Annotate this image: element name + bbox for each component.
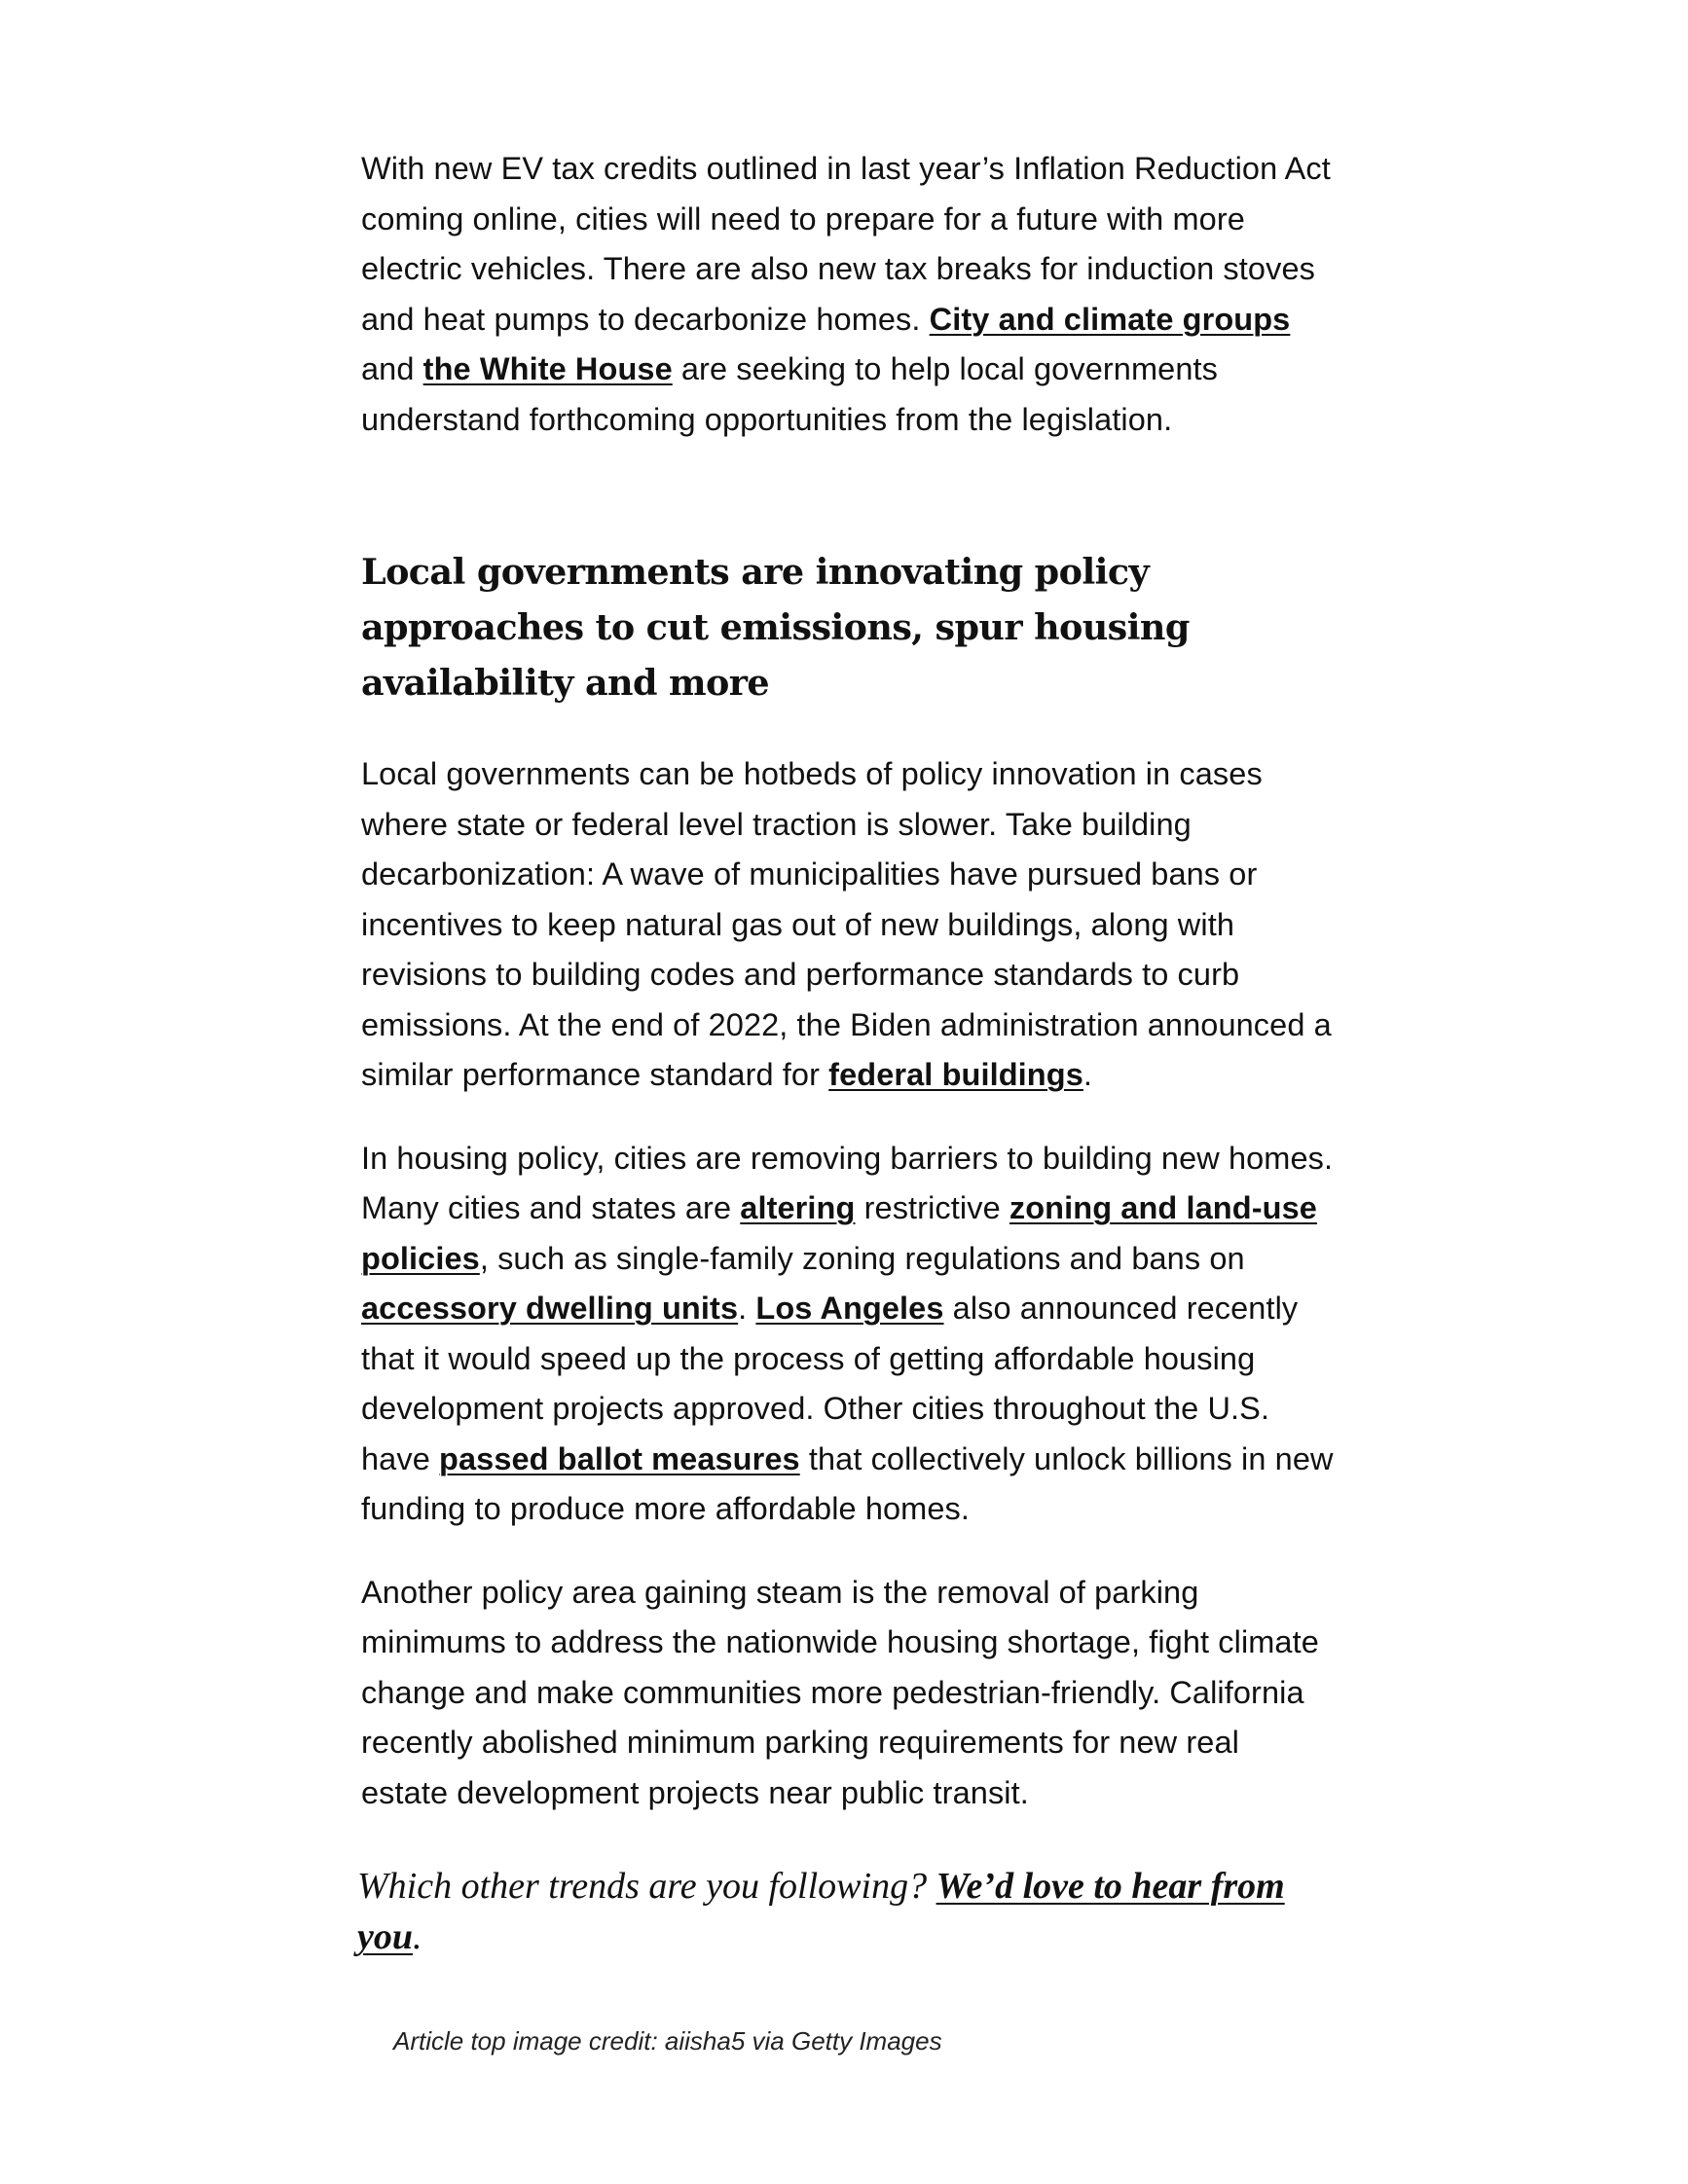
- section-heading: Local governments are innovating policy approaches to cut emissions, spur housing availability and more: [361, 551, 1190, 704]
- housing-policy-paragraph: [361, 1134, 1335, 1535]
- parking-minimums-paragraph: [361, 1568, 1335, 1819]
- intro-paragraph: [361, 144, 1335, 445]
- federal-buildings-link[interactable]: federal buildings: [828, 1057, 1083, 1092]
- passed-ballot-measures-link[interactable]: passed ballot measures: [439, 1440, 800, 1476]
- parking-text-1: Another policy area gaining steam is the removal of parking minimums to address the nationwide housing shortage, fight climate change and make communities more pedestrian-friendly. California recently abolished minimum parking requirements for new real estate development projects near public transit.: [361, 1574, 1319, 1810]
- housing-text-2: restrictive: [855, 1190, 1009, 1225]
- cta-text-1: Which other trends are you following?: [357, 1866, 936, 1907]
- housing-text-3: , such as single-family zoning regulations and bans on: [479, 1240, 1245, 1276]
- city-and-climate-groups-link[interactable]: City and climate groups: [929, 301, 1291, 337]
- intro-text-2: and: [361, 351, 423, 386]
- white-house-link[interactable]: the White House: [422, 351, 673, 386]
- los-angeles-link[interactable]: Los Angeles: [755, 1291, 944, 1326]
- intro-text-1: With new EV tax credits outlined in last year’s Inflation Reduction Act coming online, cities will need to prepare for a future with more electric vehicles. There are also new tax breaks for induction stoves and heat pumps to decarbonize homes.: [361, 151, 1331, 337]
- intro-text-3: are seeking to help local governments understand forthcoming opportunities from the legislation.: [361, 351, 1218, 437]
- building-text-1: Local governments can be hotbeds of policy innovation in cases where state or federal level traction is slower. Take building decarbonization: A wave of municipalities have pursued bans or incentives to keep natural gas out of new buildings, along with revisions to building codes and performance standards to curb emissions. At the end of 2022, the Biden administration announced a similar performance standard for: [361, 756, 1332, 1092]
- housing-text-4: .: [738, 1291, 756, 1326]
- cta-text-2: .: [413, 1916, 422, 1957]
- housing-text-6: that collectively unlock billions in new funding to produce more affordable homes.: [361, 1440, 1334, 1526]
- building-text-2: .: [1083, 1057, 1093, 1092]
- image-credit: Article top image credit: aiisha5 via Getty Images: [393, 2026, 942, 2056]
- article-body: [357, 144, 1335, 1962]
- housing-text-1: In housing policy, cities are removing barriers to building new homes. Many cities and states are: [361, 1140, 1334, 1225]
- housing-text-5: also announced recently that it would speed up the process of getting affordable housing development projects approved. Other cities throughout the U.S. have: [361, 1291, 1299, 1476]
- accessory-dwelling-units-link[interactable]: accessory dwelling units: [361, 1291, 739, 1326]
- zoning-land-use-link[interactable]: zoning and land-use policies: [361, 1190, 1317, 1276]
- contact-us-link[interactable]: We’d love to hear from you: [357, 1866, 1285, 1957]
- call-to-action: [357, 1861, 1335, 1962]
- building-decarbonization-paragraph: [361, 749, 1335, 1101]
- altering-link[interactable]: altering: [740, 1190, 856, 1225]
